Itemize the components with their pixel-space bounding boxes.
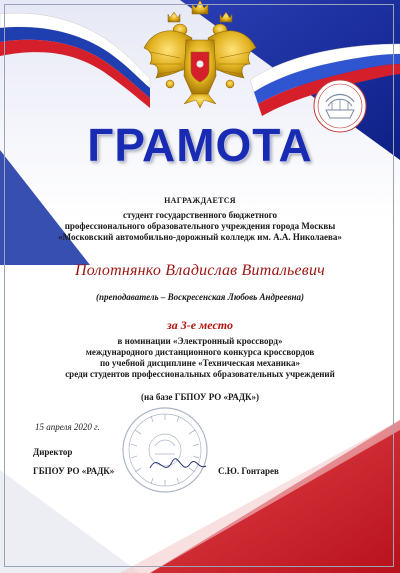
base-organization: (на базе ГБПОУ РО «РАДК») bbox=[140, 392, 260, 402]
awarded-label: НАГРАЖДАЕТСЯ bbox=[164, 196, 236, 205]
nomination-line: по учебной дисциплине «Техническая механика» bbox=[99, 358, 301, 368]
nomination-line: среди студентов профессиональных образовательных учреждений bbox=[65, 369, 335, 379]
recipient-info bbox=[0, 210, 400, 243]
recipient-info-line: «Московский автомобильно-дорожный колледж им. А.А. Николаева» bbox=[58, 232, 342, 242]
director-name: С.Ю. Гонтарев bbox=[218, 466, 279, 476]
nomination-line: в номинации «Электронный кроссворд» bbox=[117, 336, 283, 346]
certificate-title: ГРАМОТА bbox=[87, 119, 313, 171]
teacher-note: (преподаватель – Воскресенская Любовь Андреевна) bbox=[95, 292, 305, 302]
nomination-text bbox=[0, 336, 400, 380]
nomination-line: международного дистанционного конкурса кроссвордов bbox=[85, 347, 315, 357]
recipient-name: Полотнянко Владислав Витальевич bbox=[75, 262, 325, 279]
director-organization: ГБПОУ РО «РАДК» bbox=[33, 466, 115, 476]
issue-date: 15 апреля 2020 г. bbox=[35, 422, 100, 432]
page-border bbox=[4, 4, 394, 567]
recipient-info-line: профессионального образовательного учреждения города Москвы bbox=[64, 221, 336, 231]
recipient-info-line: студент государственного бюджетного bbox=[123, 210, 277, 220]
award-place: за 3-е место bbox=[167, 318, 233, 332]
director-title: Директор bbox=[33, 447, 73, 457]
